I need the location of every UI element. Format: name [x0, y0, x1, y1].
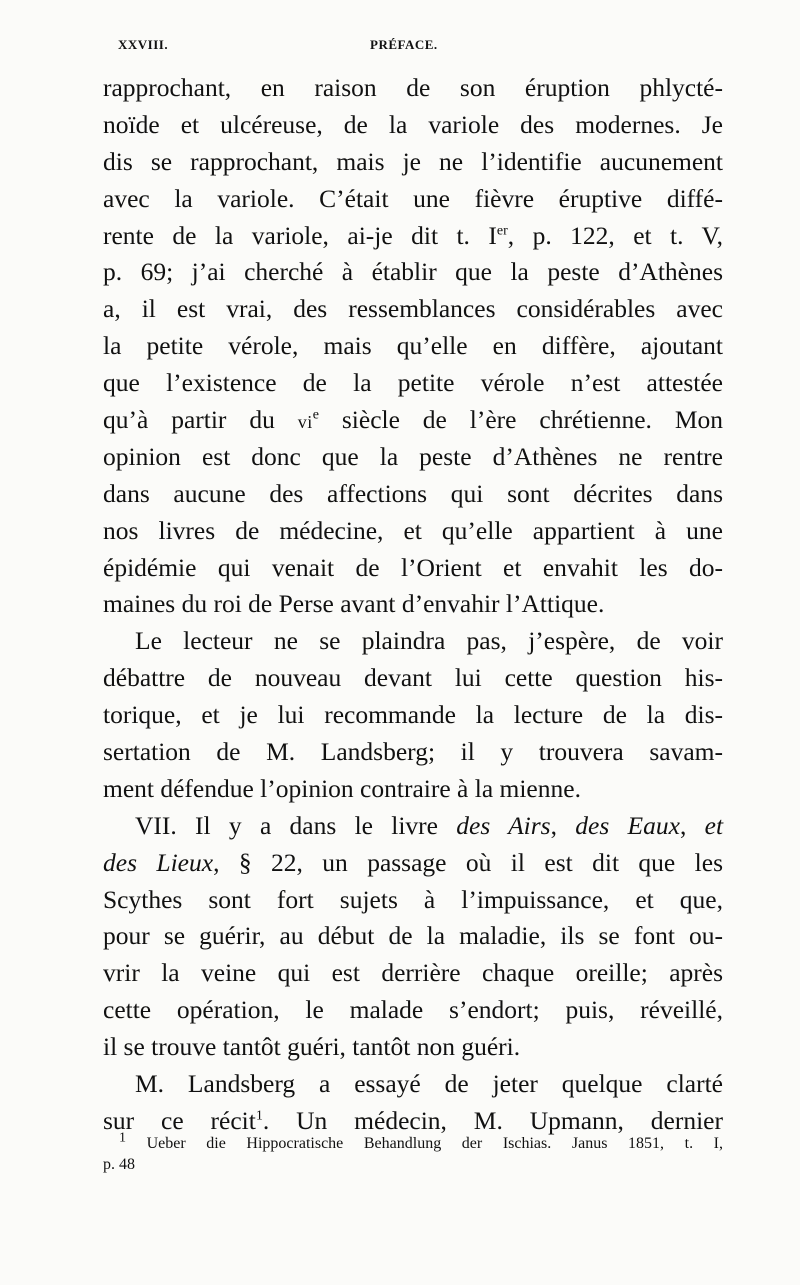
footnote-reference: 1 [255, 1108, 263, 1124]
text-line: ment défendue l’opinion contraire à la mienne. [103, 773, 581, 803]
text-line: qu’à partir du $vi^e$ siècle de l’ère chrétienne. Mon [103, 405, 724, 435]
footnote: $^1$ Ueber die Hippocratische Behandlung der Ischias. Janus 1851, t. I, [119, 1130, 723, 1152]
text-line: vrir la veine qui est derrière chaque oreille; après [103, 958, 723, 988]
text-line: des Lieux, § 22, un passage où il est dit que les [103, 847, 723, 877]
text-line: pour se guérir, au début de la maladie, ils se font ou- [103, 921, 723, 951]
text-line: noïde et ulcéreuse, de la variole des modernes. Je [103, 109, 723, 139]
text-line: nos livres de médecine, et qu’elle appartient à une [103, 515, 723, 545]
page-number: XXVIII. [118, 37, 169, 52]
text-line: rente de la variole, ai-je dit t. Ier, p. 122, et t. V, [103, 220, 724, 250]
text-line: avec la variole. C’était une fièvre éruptive diffé- [103, 183, 723, 213]
text-line: sertation de M. Landsberg; il y trouvera savam- [103, 737, 723, 767]
text-line: Le lecteur ne se plaindra pas, j’espère, de voir [135, 626, 723, 656]
text-line: sur ce récit$^1$. Un médecin, M. Upmann, dernier [103, 1105, 723, 1135]
text-line: la petite vérole, mais qu’elle en diffère, ajoutant [103, 331, 723, 361]
text-line: épidémie qui venait de l’Orient et envahit les do- [103, 552, 723, 582]
text-line: p. 69; j’ai cherché à établir que la peste d’Athènes [103, 257, 723, 287]
text-line: a, il est vrai, des ressemblances considérables avec [103, 294, 723, 324]
text-line: il se trouve tantôt guéri, tantôt non guéri. [103, 1032, 521, 1062]
text-line: cette opération, le malade s’endort; puis, réveillé, [103, 995, 723, 1025]
text-line: Scythes sont fort sujets à l’impuissance, et que, [103, 884, 723, 914]
footnote-continuation: p. 48 [103, 1156, 135, 1173]
text-line: opinion est donc que la peste d’Athènes ne rentre [103, 441, 723, 471]
text-line: dis se rapprochant, mais je ne l’identifie aucunement [103, 146, 723, 176]
body-text [103, 70, 723, 1140]
text-line: maines du roi de Perse avant d’envahir l’Attique. [103, 589, 605, 619]
text-line: dans aucune des affections qui sont décrites dans [103, 478, 723, 508]
footnotes [103, 1130, 723, 1175]
text-line: VII. Il y a dans le livre des Airs, des Eaux, et [135, 810, 724, 840]
text-line: torique, et je lui recommande la lecture de la dis- [103, 700, 723, 730]
text-line: débattre de nouveau devant lui cette question his- [103, 663, 723, 693]
running-title: PRÉFACE. [370, 37, 438, 52]
text-line: M. Landsberg a essayé de jeter quelque clarté [135, 1069, 723, 1099]
text-line: rapprochant, en raison de son éruption phlycté- [103, 73, 723, 102]
text-line: que l’existence de la petite vérole n’est attestée [103, 368, 723, 398]
running-header [118, 37, 718, 57]
